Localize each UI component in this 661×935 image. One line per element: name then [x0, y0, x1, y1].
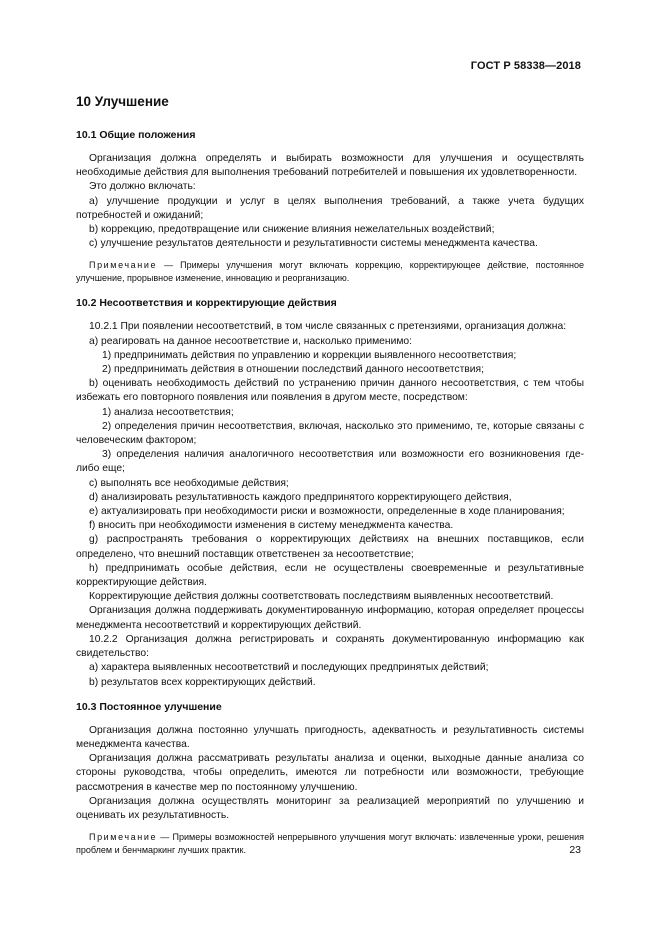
paragraph: Это должно включать:: [89, 181, 196, 193]
list-item: a) реагировать на данное несоответствие и, насколько применимо:: [89, 335, 412, 347]
paragraph: Организация должна осуществлять мониторинг за реализацией мероприятий по улучшению и оценивать их результативность.: [76, 795, 584, 821]
note-label: Примечание: [89, 260, 158, 271]
list-subitem: 2) определения причин несоответствия, включая, насколько это применимо, те, которые связаны с человеческим фактором;: [76, 420, 584, 447]
list-item: f) вносить при необходимости изменения в систему менеджмента качества.: [89, 520, 454, 532]
list-item: b) коррекцию, предотвращение или снижение влияния нежелательных воздействий;: [89, 224, 495, 236]
list-item: b) результатов всех корректирующих действий.: [89, 676, 316, 688]
note-text: — Примеры улучшения могут включать коррекцию, корректирующее действие, постоянное улучшение, прорывное изменение, инновацию и реорганизацию.: [76, 260, 584, 283]
section-title: 10 Улучшение: [76, 94, 169, 109]
paragraph: Организация должна поддерживать документированную информацию, которая определяет процессы менеджмента несоответствий и корректирующих действий.: [76, 605, 584, 631]
paragraph: 10.2.1 При появлении несоответствий, в том числе связанных с претензиями, организация должна:: [89, 321, 567, 333]
document-body: [76, 90, 584, 856]
list-item: a) улучшение продукции и услуг в целях выполнения требований, а также учета будущих потребностей и ожиданий;: [76, 195, 584, 221]
document-standard-code: ГОСТ Р 58338—2018: [470, 60, 581, 72]
list-item: b) оценивать необходимость действий по устранению причин данного несоответствия, с тем чтобы избежать его повторного появления или появления в другом месте, посредством:: [76, 378, 584, 404]
note: [76, 831, 584, 856]
list-item: c) выполнять все необходимые действия;: [89, 477, 289, 489]
note: [76, 259, 584, 284]
paragraph: Организация должна постоянно улучшать пригодность, адекватность и результативность системы менеджмента качества.: [76, 724, 584, 750]
note-text: — Примеры возможностей непрерывного улучшения могут включать: извлеченные уроки, решения проблем и бенчмаркинг лучших практик.: [76, 832, 584, 855]
page-number: 23: [569, 844, 581, 856]
list-subitem: 1) предпринимать действия по управлению и коррекции выявленного несоответствия;: [102, 349, 517, 361]
subsection-heading-10-2: 10.2 Несоответствия и корректирующие действия: [76, 297, 337, 310]
paragraph: Организация должна определять и выбирать возможности для улучшения и осуществлять необходимые действия для выполнения требований потребителей и повышения их удовлетворенности.: [76, 153, 584, 179]
paragraph: 10.2.2 Организация должна регистрировать и сохранять документированную информацию как свидетельство:: [76, 633, 584, 660]
subsection-heading-10-1: 10.1 Общие положения: [76, 129, 196, 141]
note-label: Примечание: [89, 832, 158, 843]
list-subitem: 3) определения наличия аналогичного несоответствия или возможности его возникновения где-либо еще;: [76, 449, 584, 475]
list-subitem: 2) предпринимать действия в отношении последствий данного несоответствия;: [102, 364, 484, 376]
list-item: g) распространять требования о корректирующих действиях на внешних поставщиков, если определено, что внешний поставщик ответственен за несоответствие;: [76, 534, 584, 560]
list-subitem: 1) анализа несоответствия;: [102, 406, 234, 418]
list-item: c) улучшение результатов деятельности и результативности системы менеджмента качества.: [89, 238, 538, 250]
subsection-heading-10-3: 10.3 Постоянное улучшение: [76, 700, 222, 713]
paragraph: Корректирующие действия должны соответствовать последствиям выявленных несоответствий.: [89, 591, 554, 603]
paragraph: Организация должна рассматривать результаты анализа и оценки, выходные данные анализа со стороны руководства, чтобы определить, имеются ли потребности или возможности, требующие рассмотрения в качестве мер по постоянному улучшению.: [76, 753, 584, 793]
list-item: d) анализировать результативность каждого предпринятого корректирующего действия,: [89, 491, 512, 503]
list-item: e) актуализировать при необходимости риски и возможности, определенные в ходе планирования;: [89, 506, 565, 518]
list-item: a) характера выявленных несоответствий и последующих предпринятых действий;: [89, 662, 489, 674]
list-item: h) предпринимать особые действия, если не осуществлены своевременные и результативные корректирующие действия.: [76, 562, 584, 589]
